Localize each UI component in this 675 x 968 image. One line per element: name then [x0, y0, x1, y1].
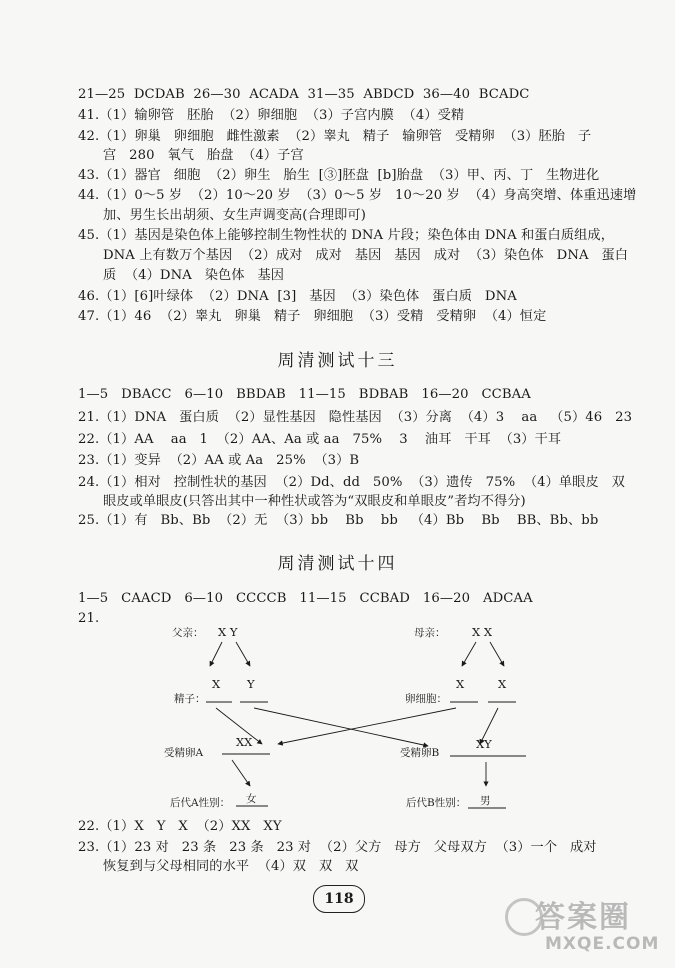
father-genotype: X Y [218, 625, 238, 639]
mother-genotype: X X [472, 625, 493, 639]
answer-line: 41.（1）输卵管 胚胎 （2）卵细胞 （3）子宫内膜 （4）受精 [78, 108, 465, 123]
answer-line: 45.（1）基因是染色体上能够控制生物性状的 DNA 片段；染色体由 DNA 和蛋白质组成， [78, 228, 614, 243]
page-number: 118 [313, 885, 365, 913]
answer-line: 质 （4）DNA 染色体 基因 [103, 268, 285, 283]
offspring-a-sex: 女 [246, 793, 257, 805]
zygote-a-label: 受精卵A [164, 747, 204, 759]
answer-line: 25.（1）有 Bb、Bb （2）无 （3）bb Bb bb （4）Bb Bb BB、Bb、bb [78, 513, 599, 528]
answer-line: 加、男生长出胡须、女生声调变高(合理即可) [103, 208, 366, 223]
watermark-url: MXQE.COM [545, 934, 660, 954]
offspring-b-label: 后代B性别： [406, 797, 467, 809]
offspring-b-sex: 男 [480, 795, 491, 807]
sperm-x: X [212, 677, 221, 691]
father-label: 父亲： [172, 627, 204, 639]
answer-line: DNA 上有数万个基因 （2）成对 成对 基因 基因 成对 （3）染色体 DNA 蛋白 [103, 248, 629, 263]
answer-line: 眼皮或单眼皮(只答出其中一种性状或答为“双眼皮和单眼皮”者均不得分) [103, 494, 526, 509]
egg-x1: X [456, 677, 465, 691]
section-title: 周清测试十四 [277, 554, 398, 574]
answer-line: 24.（1）相对 控制性状的基因 （2）Dd、dd 50% （3）遗传 75% （4）单眼皮 双 [78, 475, 625, 490]
question-number: 21. [78, 611, 100, 626]
answer-line: 44.（1）0～5 岁 （2）10～20 岁 （3）0～5 岁 10～20 岁 （4）身高突增、体重迅速增 [78, 188, 637, 203]
answer-line: 22.（1）AA aa 1 （2）AA、Aa 或 aa 75% 3 油耳 干耳 （3）干耳 [78, 432, 562, 447]
offspring-a-label: 后代A性别： [170, 797, 231, 809]
watermark-logo [505, 890, 665, 962]
answer-line: 1—5 CAACD 6—10 CCCCB 11—15 CCBAD 16—20 ADCAA [78, 591, 533, 606]
answer-line: 1—5 DBACC 6—10 BBDAB 11—15 BDBAB 16—20 CCBAA [78, 387, 531, 402]
answer-line: 22.（1）X Y X （2）XX XY [78, 819, 282, 834]
egg-label: 卵细胞： [405, 693, 447, 705]
answer-line: 21.（1）DNA 蛋白质 （2）显性基因 隐性基因 （3）分离 （4）3 aa （5）46 23 [78, 410, 633, 425]
answer-line: 47.（1）46 （2）睾丸 卵巢 精子 卵细胞 （3）受精 受精卵 （4）恒定 [78, 309, 547, 324]
answer-line: 43.（1）器官 细胞 （2）卵生 胎生 [③]胚盘 [b]胎盘 （3）甲、丙、丁 生物进化 [78, 168, 600, 183]
answer-line: 宫 280 氧气 胎盘 （4）子宫 [103, 148, 304, 163]
answer-line: 42.（1）卵巢 卵细胞 雌性激素 （2）睾丸 精子 输卵管 受精卵 （3）胚胎 子 [78, 129, 592, 144]
egg-x2: X [498, 677, 507, 691]
sperm-label: 精子： [174, 693, 206, 705]
section-title: 周清测试十三 [277, 351, 398, 371]
answer-line: 恢复到与父母相同的水平 （4）双 双 双 [103, 859, 359, 874]
answer-line: 23.（1）变异 （2）AA 或 Aa 25% （3）B [78, 453, 360, 468]
answer-line: 23.（1）23 对 23 条 23 条 23 对 （2）父方 母方 父母双方 （3）一个 成对 [78, 840, 597, 855]
zygote-a-genotype: XX [236, 735, 253, 749]
mother-label: 母亲： [414, 627, 446, 639]
sex-determination-diagram [150, 620, 540, 820]
watermark-text: 答案圈 [535, 900, 631, 935]
zygote-b-genotype: XY [476, 737, 492, 751]
answer-line: 21—25 DCDAB 26—30 ACADA 31—35 ABDCD 36—40 BCADC [78, 87, 530, 102]
answer-line: 46.（1）[6]叶绿体 （2）DNA [3] 基因 （3）染色体 蛋白质 DNA [78, 289, 517, 304]
sperm-y: Y [247, 677, 255, 691]
zygote-b-label: 受精卵B [400, 747, 440, 759]
